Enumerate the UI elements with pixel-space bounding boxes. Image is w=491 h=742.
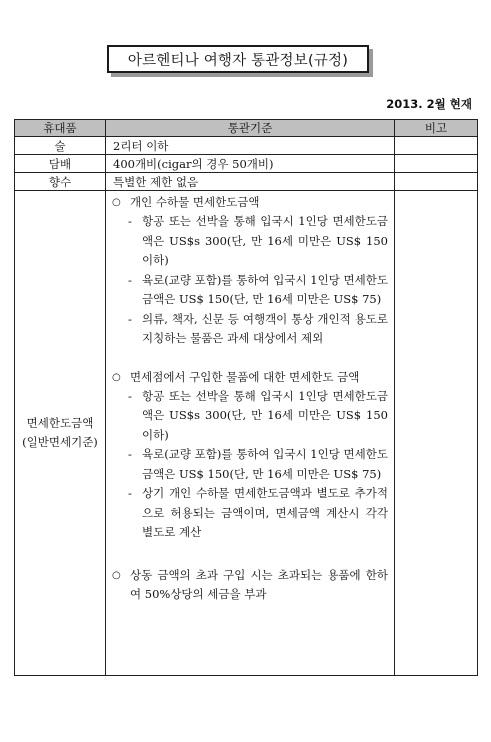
row-item: 술	[15, 137, 106, 155]
table-row	[15, 173, 478, 191]
table-row-duty-free	[15, 191, 478, 676]
row-item: 향수	[15, 173, 106, 191]
list-item: - 의류, 책자, 신문 등 여행객이 통상 개인적 용도로 지칭하는 물품은 과세 대상에서 제외	[128, 311, 388, 345]
customs-table	[14, 119, 478, 676]
spacer	[112, 349, 388, 368]
row-note	[395, 137, 478, 155]
section-duty-free-shop	[112, 368, 388, 543]
header-standard: 통관기준	[106, 120, 395, 137]
table-row	[15, 155, 478, 173]
list-item: - 항공 또는 선박을 통해 입국시 1인당 면세한도금액은 US$s 300(단, 만 16세 미만은 US$ 150 이하)	[128, 214, 388, 267]
section-personal-baggage	[112, 193, 388, 349]
list-item: - 상기 개인 수하물 면세한도금액과 별도로 추가적으로 허용되는 금액이며, 면세금액 계산시 각각 별도로 계산	[128, 486, 388, 539]
list-item: - 육로(교량 포함)를 통하여 입국시 1인당 면세한도 금액은 US$ 150(단, 만 16세 미만은 US$ 75)	[128, 447, 388, 481]
row-standard: 특별한 제한 없음	[106, 173, 395, 191]
circle-bullet-icon: ○	[112, 197, 121, 208]
page-title: 아르헨티나 여행자 통관정보(규정)	[127, 52, 349, 69]
section-excess-tax	[112, 566, 388, 604]
row-note-duty-free	[395, 191, 478, 676]
row-item-duty-free	[15, 191, 106, 676]
list-item: - 항공 또는 선박을 통해 입국시 1인당 면세한도금액은 US$s 300(단, 만 16세 미만은 US$ 150 이하)	[128, 388, 388, 442]
section-heading: ○ 개인 수하물 면세한도금액	[112, 193, 388, 212]
title-box	[107, 45, 369, 73]
row-standard: 400개비(cigar의 경우 50개비)	[106, 155, 395, 173]
row-standard-duty-free	[106, 191, 395, 676]
header-note: 비고	[395, 120, 478, 137]
duty-free-item-line1: 면세한도금액	[26, 416, 94, 430]
header-item: 휴대품	[15, 120, 106, 137]
row-item: 담배	[15, 155, 106, 173]
section-heading: ○ 면세점에서 구입한 물품에 대한 면세한도 금액	[112, 368, 388, 387]
table-header-row	[15, 120, 478, 137]
circle-bullet-icon: ○	[112, 371, 121, 383]
row-standard: 2리터 이하	[106, 137, 395, 155]
row-note	[395, 155, 478, 173]
circle-bullet-icon: ○	[112, 569, 121, 581]
duty-free-item-line2: (일반면세기준)	[22, 435, 98, 449]
date-label: 2013. 2월 현재	[386, 97, 472, 111]
section-heading: ○ 상동 금액의 초과 구입 시는 초과되는 용품에 한하여 50%상당의 세금을 부과	[112, 567, 388, 601]
list-item: - 육로(교량 포함)를 통하여 입국시 1인당 면세한도 금액은 US$ 150(단, 만 16세 미만은 US$ 75)	[128, 272, 388, 306]
table-row	[15, 137, 478, 155]
row-note	[395, 173, 478, 191]
spacer	[112, 543, 388, 566]
